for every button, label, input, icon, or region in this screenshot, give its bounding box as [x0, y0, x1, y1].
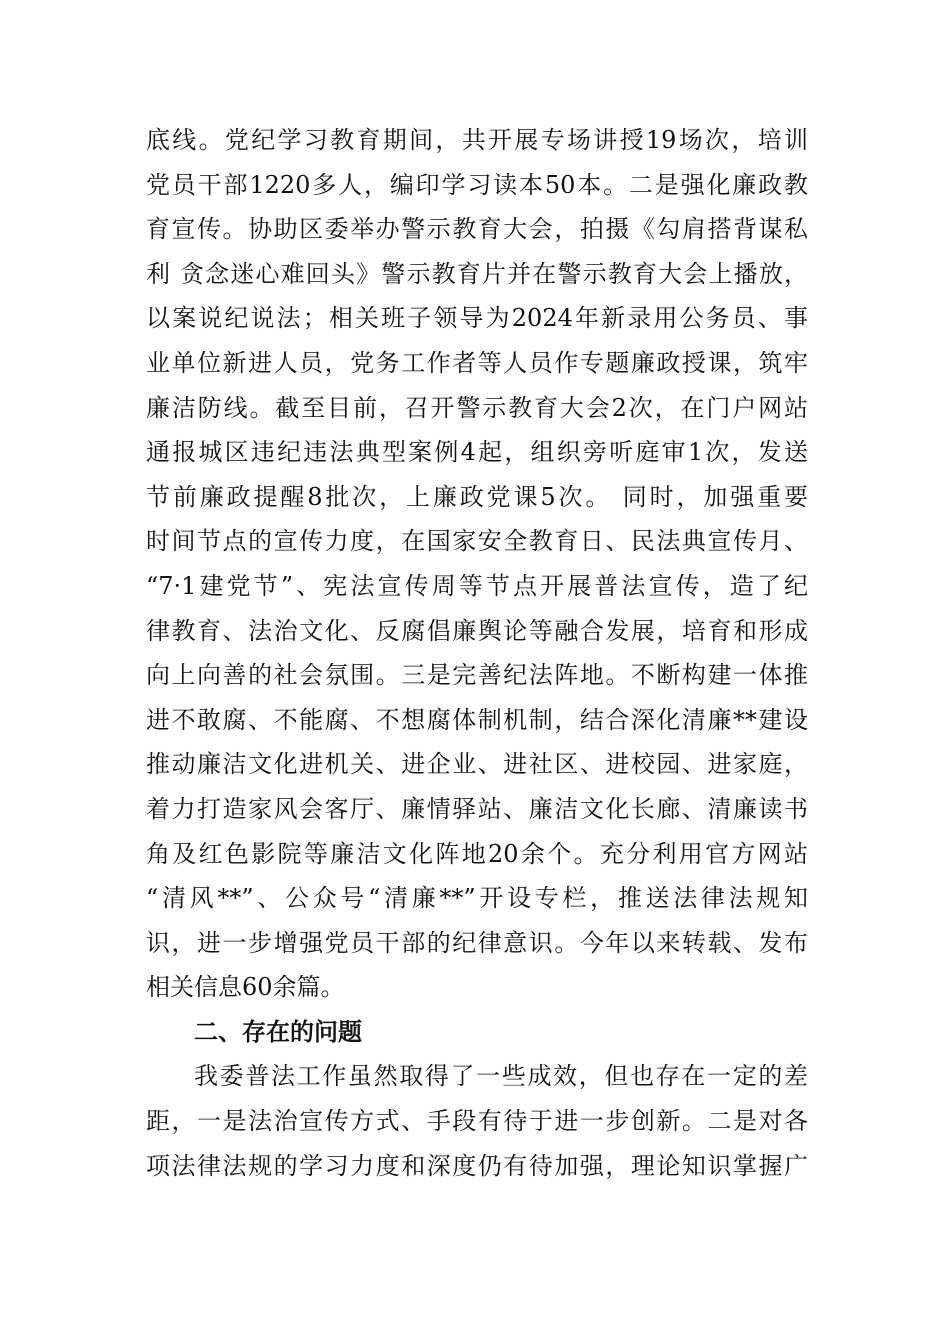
text-line: “清风**”、公众号“清廉**”开设专栏，推送法律法规知	[146, 884, 808, 913]
text-line: 向上向善的社会氛围。三是完善纪法阵地。不断构建一体推	[146, 661, 808, 690]
text-line: 进不敢腐、不能腐、不想腐体制机制，结合深化清廉**建设	[146, 705, 808, 734]
text-line: 以案说纪说法；相关班子领导为2024年新录用公务员、事	[146, 304, 808, 333]
text-line: 业单位新进人员，党务工作者等人员作专题廉政授课，筑牢	[146, 348, 808, 377]
text-line: 利 贪念迷心难回头》警示教育片并在警示教育大会上播放，	[146, 259, 808, 288]
text-line: 距，一是法治宣传方式、手段有待于进一步创新。二是对各	[146, 1107, 808, 1136]
text-line: “7·1建党节”、宪法宣传周等节点开展普法宣传，造了纪	[146, 571, 808, 600]
text-line: 通报城区违纪违法典型案例4起，组织旁听庭审1次，发送	[146, 438, 808, 467]
text-line: 角及红色影院等廉洁文化阵地20余个。充分利用官方网站	[146, 839, 808, 868]
text-line: 党员干部1220多人，编印学习读本50本。二是强化廉政教	[146, 170, 808, 199]
text-line: 识，进一步增强党员干部的纪律意识。今年以来转载、发布	[146, 928, 808, 957]
text-line: 廉洁防线。截至目前，召开警示教育大会2次，在门户网站	[146, 393, 808, 422]
text-line: 律教育、法治文化、反腐倡廉舆论等融合发展，培育和形成	[146, 616, 808, 645]
section-heading: 二、存在的问题	[194, 1017, 362, 1046]
text-line: 节前廉政提醒8批次，上廉政党课5次。 同时，加强重要	[146, 482, 808, 511]
text-line: 时间节点的宣传力度，在国家安全教育日、民法典宣传月、	[146, 527, 808, 556]
text-line: 相关信息60余篇。	[146, 973, 345, 1002]
document-body	[146, 118, 808, 1188]
paragraph-problems	[146, 1054, 808, 1188]
text-line: 着力打造家风会客厅、廉情驿站、廉洁文化长廊、清廉读书	[146, 794, 808, 823]
text-line: 推动廉洁文化进机关、进企业、进社区、进校园、进家庭，	[146, 750, 808, 779]
text-line: 项法律法规的学习力度和深度仍有待加强，理论知识掌握广	[146, 1151, 808, 1180]
paragraph-achievements	[146, 118, 808, 1010]
text-line: 我委普法工作虽然取得了一些成效，但也存在一定的差	[194, 1062, 808, 1091]
text-line: 育宣传。协助区委举办警示教育大会，拍摄《勾肩搭背谋私	[146, 215, 808, 244]
text-line: 底线。党纪学习教育期间，共开展专场讲授19场次，培训	[146, 126, 808, 154]
